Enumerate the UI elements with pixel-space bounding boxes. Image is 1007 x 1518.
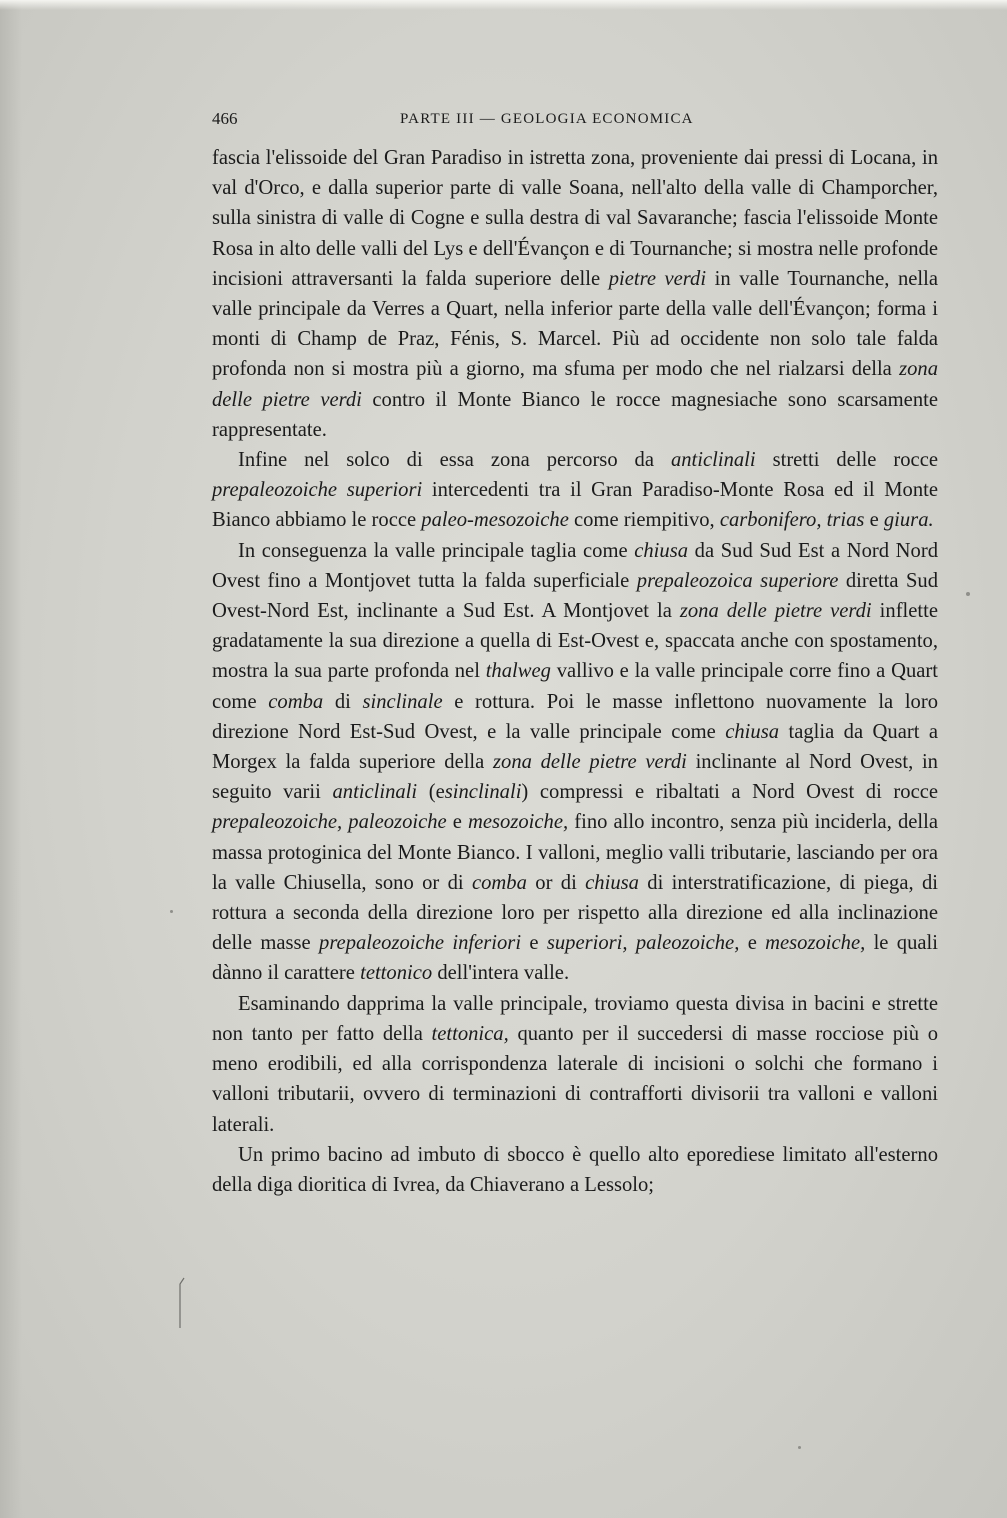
italic-term: pietre verdi	[608, 267, 707, 290]
text-run: da Sud Sud Est a Nord Nord Ovest fino a Montjovet tutta la falda superficiale	[212, 539, 938, 592]
italic-term: prepaleozoiche inferiori	[319, 932, 522, 955]
body-text	[212, 143, 938, 1200]
text-run: or di	[535, 871, 577, 894]
text-run: In conseguenza la valle principale taglia come	[238, 539, 628, 562]
italic-term: comba	[472, 871, 527, 894]
text-run: Un primo bacino ad imbuto di sbocco è quello alto eporediese limitato all'esterno della diga dioritica di Ivrea, da Chiaverano a Lessolo;	[212, 1143, 938, 1196]
text-run: come riempitivo,	[574, 509, 715, 532]
text-run: dell'intera valle.	[437, 962, 570, 985]
text-run: inclinante al Nord Ovest, in seguito varii	[212, 751, 938, 804]
text-run: ) compressi e ribaltati a Nord Ovest di rocce	[521, 781, 938, 804]
italic-term: zona delle pietre verdi	[493, 751, 687, 774]
text-run: taglia da Quart a Morgex la falda superiore della	[212, 720, 938, 774]
text-run: e	[869, 509, 879, 532]
italic-term: zona delle pietre verdi	[679, 600, 872, 623]
text-run: e rottura. Poi le masse inflettono nuovamente la loro direzione Nord Est-Sud Ovest, e la valle principale come	[212, 690, 939, 743]
italic-term: anticlinali	[332, 781, 418, 804]
page-top-edge	[0, 0, 1007, 10]
italic-term: sinclinali	[444, 781, 522, 804]
italic-term: sinclinale	[362, 690, 443, 713]
italic-term: comba	[268, 690, 324, 713]
italic-term: mesozoiche,	[468, 811, 569, 834]
italic-term: chiusa	[585, 871, 639, 894]
page-header	[212, 109, 938, 133]
italic-term: prepaleozoiche superiori	[212, 479, 423, 502]
italic-term: chiusa	[634, 539, 689, 562]
text-run: vallivo e la valle principale corre fino a Quart come	[212, 660, 938, 713]
text-run: quanto per il succedersi di masse rocciose più o meno erodibili, ed alla corrispondenza laterale di incisioni o solchi che formano i valloni tributarii, ovvero di terminazioni di contrafforti divisorii tra valloni e valloni laterali.	[212, 1022, 938, 1136]
italic-term: carbonifero,	[719, 509, 822, 532]
text-run: in valle Tournanche, nella valle principale da Verres a Quart, nella inferior parte della valle dell'Évançon; forma i monti di Champ de Praz, Fénis, S. Marcel. Più ad occidente non solo tale falda profonda non si mostra più a giorno, ma sfuma per modo che nel rialzarsi della	[212, 267, 939, 381]
text-run: e	[452, 811, 462, 834]
italic-term: trias	[826, 509, 865, 532]
text-run: e	[529, 932, 539, 955]
italic-term: tettonica,	[431, 1022, 509, 1045]
text-run: fascia l'elissoide del Gran Paradiso in istretta zona, proveniente dai pressi di Locana, in val d'Orco, e dalla superior parte di valle Soana, nell'alto della valle di Champorcher, sulla sinistra di valle di Cogne e sulla destra di val Savaranche; fascia l'elissoide Monte Rosa in alto delle valli del Lys e dell'Évançon e di Tournanche; si mostra nelle profonde incisioni attraversanti la falda superiore delle	[212, 147, 938, 290]
italic-term: tettonico	[360, 962, 433, 985]
text-run: di	[334, 690, 351, 713]
paragraph-3	[212, 536, 938, 989]
italic-term: thalweg	[485, 660, 551, 683]
italic-term: zona delle pietre verdi	[212, 358, 938, 411]
paragraph-2	[212, 445, 938, 536]
page-number: 466	[212, 109, 238, 128]
margin-pencil-mark	[176, 1276, 186, 1330]
italic-term: mesozoiche,	[765, 932, 866, 955]
italic-term: anticlinali	[670, 449, 756, 472]
text-run: fino allo incontro, senza più inciderla, della massa protoginica del Monte Bianco. I valloni, meglio valli tributarie, lasciando per ora la valle Chiusella, sono or di	[212, 811, 938, 894]
italic-term: giura.	[883, 509, 934, 532]
paragraph-4	[212, 989, 938, 1140]
running-head: PARTE III — GEOLOGIA ECONOMICA	[400, 111, 694, 127]
scan-speck	[170, 910, 173, 913]
text-run: (e	[428, 781, 445, 804]
text-run: le quali dànno il carattere	[212, 932, 938, 985]
text-run: e	[747, 932, 757, 955]
page-gutter-shadow	[0, 0, 22, 1518]
italic-term: superiori, paleozoiche,	[546, 932, 740, 955]
text-run: contro il Monte Bianco le rocce magnesiache sono scarsamente rappresentate.	[212, 388, 938, 441]
scan-speck	[966, 592, 970, 596]
scan-speck	[798, 1446, 801, 1449]
text-run: diretta Sud Ovest-Nord Est, inclinante a Sud Est. A Montjovet la	[212, 569, 938, 623]
italic-term: paleo-mesozoiche	[421, 509, 569, 532]
text-run: di interstratificazione, di piega, di rottura a seconda della direzione loro per rispetto alla direzione ed alla inclinazione delle masse	[212, 871, 939, 955]
italic-term: chiusa	[725, 720, 780, 743]
paragraph-5	[212, 1140, 938, 1200]
text-run: intercedenti tra il Gran Paradiso-Monte Rosa ed il Monte Bianco abbiamo le rocce	[212, 479, 938, 532]
paragraph-1	[212, 143, 938, 445]
text-run: Infine nel solco di essa zona percorso da	[238, 449, 654, 472]
italic-term: prepaleozoica superiore	[636, 569, 839, 592]
italic-term: prepaleozoiche, paleozoiche	[212, 811, 447, 834]
text-run: stretti delle rocce	[772, 449, 938, 472]
text-run: inflette gradatamente la sua direzione a quella di Est-Ovest e, spaccata anche con spostamento, mostra la sua parte profonda nel	[212, 600, 938, 683]
text-run: Esaminando dapprima la valle principale, troviamo questa divisa in bacini e strette non tanto per fatto della	[212, 992, 938, 1045]
